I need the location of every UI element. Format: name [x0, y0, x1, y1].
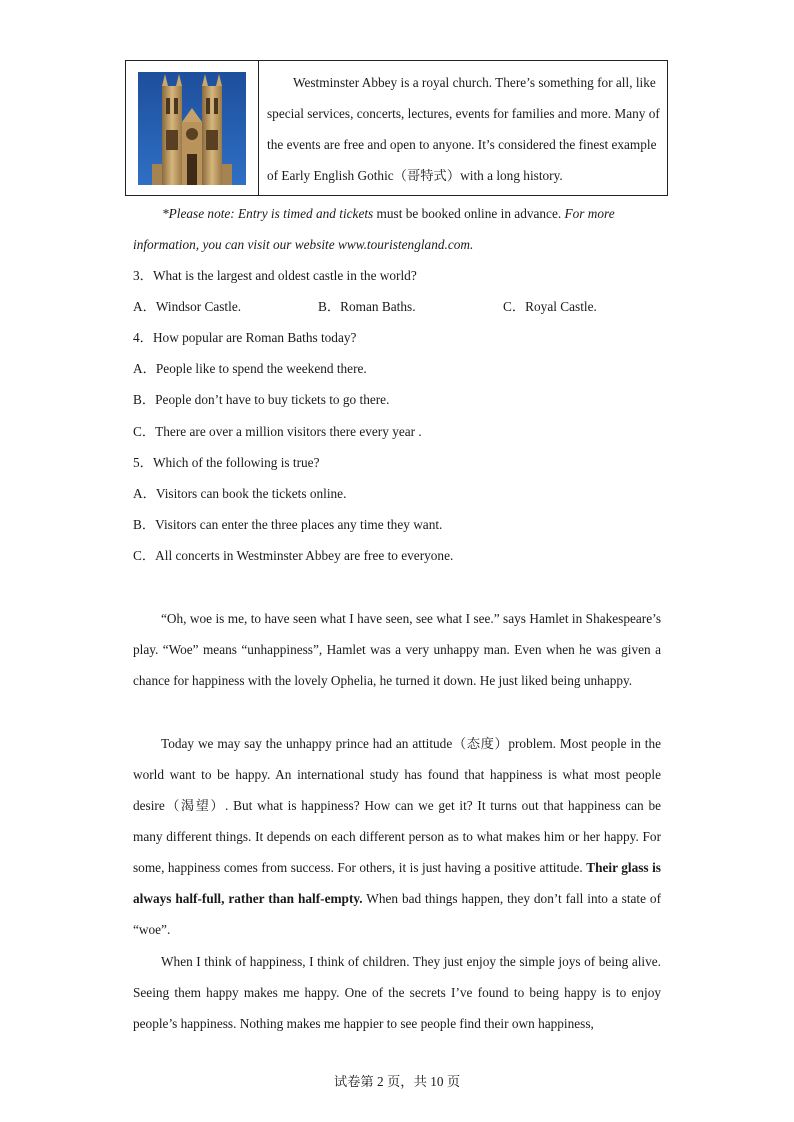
note-line-1	[162, 205, 615, 223]
paragraph-2-bold-sentence: Their glass is always half-full, rather than half-empty.	[133, 860, 661, 906]
question-4-stem: 4．How popular are Roman Baths today?	[133, 330, 357, 345]
westminster-abbey-box	[125, 60, 668, 196]
note-italic-1: *Please note: Entry is timed and tickets	[162, 206, 374, 221]
paragraph-2-text: Today we may say the unhappy prince had an attitude（态度）problem. Most people in the world want to be happy. An international study has found that happiness is what most people desire（渴望）. But what is happiness? How can we get it? It turns out that happiness can be many different things. It depends on each different person as to what makes him or her happy. For some, happiness comes from success. For others, it is just having a positive attitude.	[133, 736, 661, 875]
question-3-stem: 3．What is the largest and oldest castle in the world?	[133, 268, 417, 283]
question-4-option-b: B．People don’t have to buy tickets to go there.	[133, 392, 390, 407]
passage-paragraph-1: “Oh, woe is me, to have seen what I have seen, see what I see.” says Hamlet in Shakespeare’s play. “Woe” means “unhappiness”, Hamlet was a very unhappy man. Even when he was given a chance for happiness with the lovely Ophelia, he turned it down. He just liked being unhappy.	[133, 611, 661, 688]
question-5-option-b: B．Visitors can enter the three places any time they want.	[133, 517, 443, 532]
note-line-2: information, you can visit our website www.touristengland.com.	[133, 237, 474, 252]
note-italic-2: For more	[564, 206, 615, 221]
passage-paragraph-2	[133, 728, 661, 945]
question-5-stem: 5．Which of the following is true?	[133, 455, 320, 470]
note-plain: must be booked online in advance.	[373, 206, 565, 221]
question-3-option-b: B．Roman Baths.	[318, 299, 416, 314]
question-5-option-c: C．All concerts in Westminster Abbey are free to everyone.	[133, 548, 454, 563]
abbey-image-cell	[126, 61, 259, 195]
paragraph-2-text-end: When bad things happen, they don’t fall into a state of “woe”.	[133, 891, 662, 937]
page-footer: 试卷第 2 页，共 10 页	[333, 1074, 461, 1089]
westminster-abbey-image	[138, 72, 246, 185]
passage-paragraph-3: When I think of happiness, I think of children. They just enjoy the simple joys of being alive. Seeing them happy makes me happy. One of the secrets I’ve found to being happy is to enjoy people’s happiness. Nothing makes me happier to see people find their own happiness,	[133, 954, 661, 1031]
abbey-description: Westminster Abbey is a royal church. There’s something for all, like special services, concerts, lectures, events for families and more. Many of the events are free and open to anyone. It’s considered the finest example of Early English Gothic（哥特式）with a long history.	[267, 75, 660, 183]
question-4-option-c: C．There are over a million visitors there every year .	[133, 424, 422, 439]
question-5-option-a: A．Visitors can book the tickets online.	[133, 486, 347, 501]
question-3-option-c: C．Royal Castle.	[503, 299, 597, 314]
question-4-option-a: A．People like to spend the weekend there.	[133, 361, 367, 376]
abbey-text-cell	[259, 61, 667, 195]
question-3-option-a: A．Windsor Castle.	[133, 299, 242, 314]
